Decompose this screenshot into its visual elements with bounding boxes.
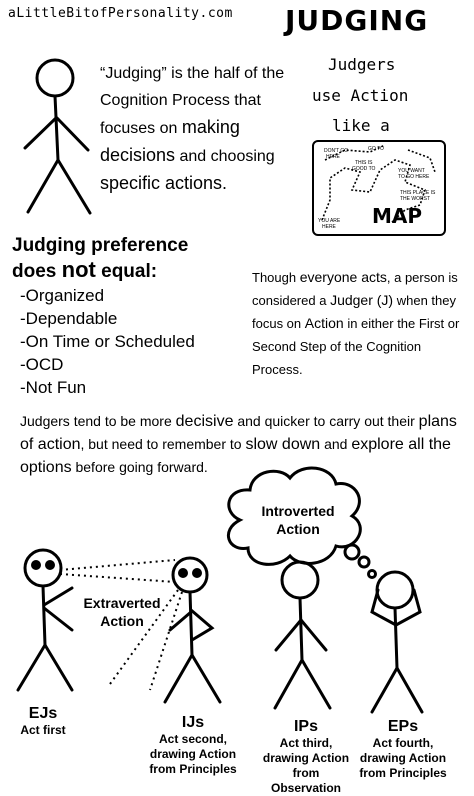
- side-note-line-2: use Action: [312, 86, 409, 105]
- figure-caption-ej: [8, 705, 78, 738]
- figure-caption-ip: [260, 718, 352, 796]
- figure-name: EJs: [28, 705, 58, 722]
- stick-figure-ip: [275, 562, 330, 708]
- side-note-line-3: like a: [332, 116, 390, 135]
- preference-list: [20, 284, 195, 399]
- introverted-action-label: Introverted Action: [261, 503, 335, 537]
- list-item: -On Time or Scheduled: [20, 332, 195, 351]
- text-emphasis: everyone acts: [299, 269, 387, 285]
- figure-desc: Act second, drawing Action from Principles: [149, 732, 237, 776]
- svg-text:YOU ARE: YOU ARE: [318, 218, 341, 224]
- svg-text:HERE: HERE: [326, 154, 340, 160]
- list-item: -Organized: [20, 286, 105, 305]
- text-fragment: Though: [252, 270, 297, 285]
- list-item: -OCD: [20, 355, 64, 374]
- text-emphasis: explore all the options: [20, 436, 451, 476]
- svg-text:GO TO: GO TO: [368, 146, 384, 152]
- stick-figure-ep: [372, 572, 422, 712]
- svg-text:THIS IS: THIS IS: [355, 160, 373, 166]
- figure-desc: Act third, drawing Action from Observation: [262, 736, 350, 795]
- preference-not: not: [61, 257, 96, 282]
- text-fragment: Judgers tend to be more: [20, 413, 172, 429]
- svg-text:THE WORST: THE WORST: [400, 196, 430, 202]
- text-fragment: , but need to remember to: [80, 436, 242, 452]
- text-emphasis: Action: [304, 315, 344, 331]
- preference-heading-line-1: Judging preference: [12, 235, 189, 256]
- map-word: MAP: [372, 204, 423, 228]
- intro-text: [100, 60, 310, 198]
- text-fragment: and quicker to carry out their: [237, 413, 415, 429]
- text-emphasis: plans of action: [20, 413, 457, 453]
- intro-emphasis-decisions: making decisions: [100, 117, 240, 165]
- figure-desc: Act fourth, drawing Action from Principles: [359, 736, 447, 780]
- list-item: -Not Fun: [20, 378, 87, 397]
- svg-text:DON'T GO: DON'T GO: [324, 148, 349, 154]
- figure-name: IPs: [293, 718, 318, 735]
- extraverted-action-label: Extraverted Action: [83, 595, 161, 629]
- svg-text:GOOD TO: GOOD TO: [352, 166, 376, 172]
- everyone-acts-paragraph: [252, 266, 462, 381]
- side-note-line-1: Judgers: [328, 55, 396, 74]
- figure-name: IJs: [181, 714, 205, 731]
- svg-text:THIS PLACE IS: THIS PLACE IS: [400, 190, 436, 196]
- text-emphasis: decisive: [175, 413, 234, 430]
- figure-caption-ij: [148, 714, 238, 777]
- svg-text:TO GO HERE: TO GO HERE: [398, 174, 430, 180]
- svg-text:YOU WANT: YOU WANT: [398, 168, 425, 174]
- text-fragment: when they focus on: [252, 293, 456, 331]
- preference-does: does: [12, 261, 57, 282]
- page-title: JUDGING: [285, 4, 429, 37]
- preference-heading: [12, 234, 188, 284]
- preference-equal: equal:: [101, 261, 158, 282]
- intro-emphasis-actions: specific actions.: [100, 173, 228, 193]
- text-fragment: in either the First or Second Step of the Cognition Process.: [252, 316, 460, 377]
- intro-part-1: “Judging” is the half of the Cognition Process that focuses on: [100, 65, 285, 137]
- list-item: -Dependable: [20, 309, 118, 328]
- text-fragment: before going forward.: [75, 459, 208, 475]
- figure-caption-ep: [358, 718, 448, 781]
- site-name: aLittleBitofPersonality.com: [8, 6, 233, 21]
- text-emphasis: slow down: [245, 436, 321, 453]
- svg-text:HERE: HERE: [322, 224, 336, 230]
- judgers-tend-paragraph: [20, 410, 465, 479]
- text-fragment: , a person is considered a: [252, 270, 458, 308]
- figure-name: EPs: [387, 718, 419, 735]
- text-emphasis: Judger (J): [330, 292, 394, 308]
- stick-figure-ej: [18, 550, 72, 690]
- stick-figure-ij: [165, 558, 220, 702]
- intro-part-3: and choosing: [179, 148, 275, 165]
- stick-figure-top: [25, 60, 90, 213]
- text-fragment: and: [324, 436, 348, 452]
- figure-desc: Act first: [20, 723, 66, 737]
